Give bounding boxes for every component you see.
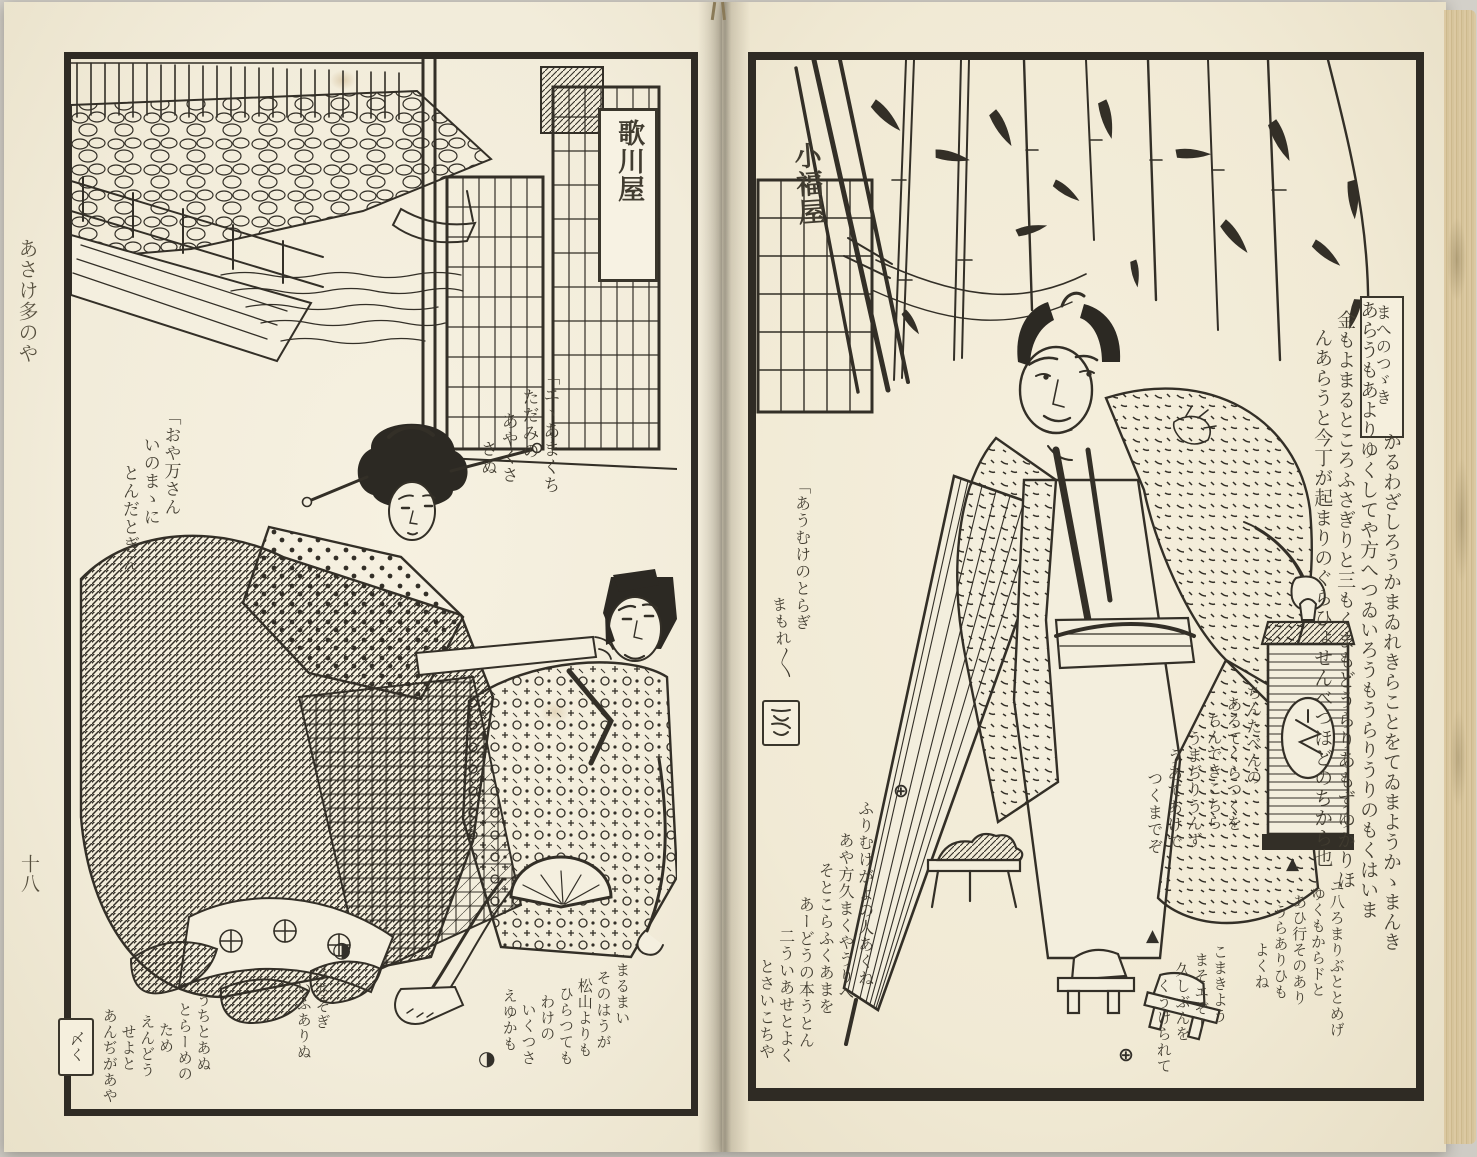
page-number: 十八	[17, 854, 40, 894]
speech-visitor	[770, 478, 810, 680]
gossip-col: ちんできこちら	[1204, 712, 1224, 831]
triangle-mark: ▲	[1286, 854, 1300, 874]
speech-col: 「おや万さん	[160, 408, 181, 516]
gossip-col: えんどう	[138, 1014, 157, 1078]
narrative-col: んあらうと今丁が起まりのぐらひょせんべつほどのちから也	[1311, 328, 1334, 868]
corner-seal	[58, 1018, 94, 1076]
circle-cross-mark: ⊕	[893, 780, 909, 802]
gossip-col: ひらつても	[557, 986, 575, 1066]
gossip-col: つくまでぞ	[1144, 770, 1164, 855]
speech-col: とんだとぎん	[118, 464, 139, 572]
speech-col: さぬ	[476, 440, 497, 476]
gossip-col: うまぢりうんず	[1184, 730, 1204, 849]
gossip-col: とらーめの	[175, 1002, 194, 1082]
binding-gutter	[698, 2, 750, 1152]
shop-sign-utagawaya	[598, 108, 658, 282]
gossip-col: いくつさ	[519, 1002, 538, 1066]
gossip-col: まそエぞー	[1192, 952, 1211, 1032]
artist-seal	[762, 700, 800, 746]
gossip-col: あーどうの本うとん	[796, 896, 816, 1049]
gossip-lower-right-2	[1152, 944, 1227, 1074]
speech-col: いのまゝに	[139, 436, 160, 526]
left-illustration	[71, 59, 677, 1095]
gossip-col: ちんたべんの	[1243, 684, 1263, 786]
gossip-col: あんぢがあや	[100, 1008, 119, 1104]
speech-col: 「あうむけのとらぎ	[792, 478, 812, 631]
narrative-col: 金もよまるところふさぎりと三もくまもどうらりあもずゆかりほ	[1334, 310, 1357, 890]
gossip-col: ため	[157, 1022, 175, 1054]
narrative-columns	[1258, 300, 1400, 952]
speech-woman	[116, 408, 179, 572]
gossip-col: まるまい	[613, 962, 632, 1026]
gossip-bottom-left-right-page	[754, 800, 873, 1064]
gossip-col: わけの	[538, 994, 557, 1042]
gossip-col: うちとあぬ	[194, 992, 213, 1072]
gossip-lower-right	[1250, 878, 1344, 1038]
series-label-text: まへのつゞき	[1373, 304, 1393, 406]
corner-seal-text: 〆く	[67, 1031, 86, 1063]
gossip-col: そとこらふくあまを	[816, 862, 836, 1015]
speech-col: あやくさ	[497, 412, 518, 484]
shop-sign-kofukuya: 小福屋	[788, 140, 826, 227]
margin-title: あさけ多のや	[15, 238, 39, 364]
circle-cross-mark: ⊕	[1118, 1044, 1134, 1066]
artist-seal-glyph	[768, 706, 794, 740]
gossip-col: とさいこちや	[756, 958, 776, 1060]
gossip-col: 二ういあせとよく	[776, 928, 796, 1064]
triangle-mark: ▲	[1146, 926, 1160, 946]
half-moon-mark: ◑	[478, 1046, 496, 1070]
gossip-col: くうけられて	[1154, 978, 1173, 1074]
garden-stand	[928, 834, 1022, 907]
speech-col: ただみの	[518, 388, 539, 460]
gossip-bottom-left	[98, 992, 211, 1104]
speech-center	[474, 368, 560, 494]
gossip-col: よくね	[1252, 942, 1271, 990]
gossip-col: いふありぬ	[294, 980, 313, 1060]
shop-sign-text: 歌川屋	[613, 119, 645, 203]
narrative-col: あらうもあよりゆくしてや方へつゐいろうもうらりうりのもくはいま	[1357, 300, 1380, 920]
gossip-col: 久しぶんを	[1173, 962, 1192, 1042]
gossip-col: うちそぎ	[313, 966, 332, 1030]
gossip-col: ふりむけがよの人あくね	[855, 800, 875, 987]
gossip-col: せよと	[119, 1024, 138, 1072]
gossip-col: あひ行そのあり	[1290, 894, 1309, 1006]
gossip-col: えゆかも	[500, 988, 519, 1052]
gossip-col: ゆくもからドと	[1309, 886, 1327, 998]
gossip-col: 松山よりも	[575, 978, 594, 1058]
binding-stitch	[706, 0, 732, 26]
gossip-mid-right	[1142, 684, 1261, 855]
gossip-col: そのはうが	[594, 970, 613, 1050]
gossip-col: うあてあけで	[1164, 748, 1184, 850]
narrative-col: かるわざしろうかまゐれきらことをてゐまようかゝまんき	[1380, 432, 1402, 952]
gossip-col: うらありひも	[1271, 904, 1290, 1000]
book-fore-edge	[1444, 10, 1476, 1144]
gossip-col: あや方久まくやうりへ	[835, 832, 855, 1002]
gossip-bottom-right	[498, 962, 632, 1066]
gossip-col: ユ八ろまりぶととめげ	[1327, 878, 1346, 1038]
gossip-col: あろてくらつくを	[1223, 696, 1243, 832]
speech-col: まもれ〳〵	[768, 595, 797, 681]
gossip-bottom-center	[292, 966, 330, 1060]
half-moon-mark: ◑	[332, 938, 352, 963]
gossip-col: こまきよう	[1211, 944, 1229, 1024]
speech-col: 「エヽあまくち	[539, 368, 560, 494]
